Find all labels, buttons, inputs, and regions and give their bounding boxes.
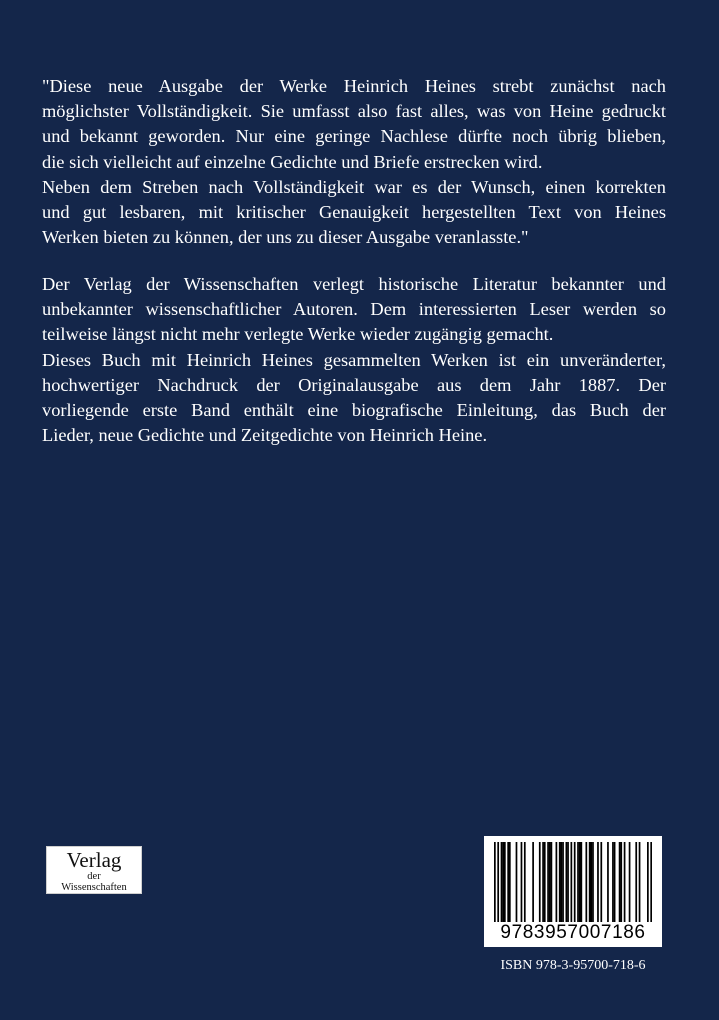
barcode-bar [561, 842, 563, 922]
barcode-bar [566, 842, 568, 922]
barcode-bar [650, 842, 652, 922]
text-line: vorliegende erste Band enthält eine biografische Einleitung, das Buch der [42, 400, 666, 421]
barcode-bar [635, 842, 637, 922]
barcode-bar [580, 842, 582, 922]
publisher-logo [46, 846, 142, 894]
barcode-digits: 9783957007186 [500, 922, 646, 943]
text-line: hochwertiger Nachdruck der Originalausgabe aus dem Jahr 1887. Der [42, 374, 666, 395]
barcode-bar [549, 842, 551, 922]
description-paragraph-2 [42, 348, 666, 449]
barcode-bar [521, 842, 523, 922]
barcode-bar [624, 842, 626, 922]
text-line: Dieses Buch mit Heinrich Heines gesammelten Werken ist ein unveränderter, [42, 349, 666, 370]
barcode-bar [585, 842, 587, 922]
barcode-bar [597, 842, 599, 922]
barcode-bar [501, 842, 503, 922]
barcode-bar [647, 842, 649, 922]
barcode-bars [494, 842, 652, 922]
barcode-bar [600, 842, 602, 922]
logo-line-wissenschaften: Wissenschaften [61, 882, 127, 893]
quote-paragraph-1 [42, 74, 666, 175]
barcode-bar [507, 842, 509, 922]
barcode-bar [559, 842, 561, 922]
barcode-bar [629, 842, 631, 922]
barcode-bar [494, 842, 496, 922]
barcode-bar [516, 842, 518, 922]
barcode-bar [544, 842, 546, 922]
barcode-bar [547, 842, 549, 922]
barcode-bar [590, 842, 592, 922]
barcode [484, 836, 662, 947]
text-line: Neben dem Streben nach Vollständigkeit war es der Wunsch, einen korrekten [42, 176, 666, 197]
barcode-bar [571, 842, 573, 922]
barcode-bar [524, 842, 526, 922]
description-block [42, 272, 666, 448]
text-line: Lieder, neue Gedichte und Zeitgedichte von Heinrich Heine. [42, 425, 488, 446]
barcode-bar [504, 842, 506, 922]
barcode-bar [551, 842, 553, 922]
quote-paragraph-2 [42, 175, 666, 251]
barcode-bar [620, 842, 622, 922]
barcode-bar [562, 842, 564, 922]
logo-line-der: der [87, 871, 101, 882]
text-line: die sich vielleicht auf einzelne Gedichte und Briefe erstrecken wird. [42, 151, 543, 172]
barcode-bar [579, 842, 581, 922]
barcode-bar [509, 842, 511, 922]
logo-line-verlag: Verlag [66, 848, 122, 872]
barcode-bar [574, 842, 576, 922]
text-line: und bekannt geworden. Nur eine geringe Nachlese dürfte noch übrig blieben, [42, 126, 666, 147]
barcode-bar [619, 842, 621, 922]
quote-block [42, 74, 666, 250]
text-line: "Diese neue Ausgabe der Werke Heinrich Heines strebt zunächst nach [42, 76, 666, 96]
barcode-bar [577, 842, 579, 922]
barcode-bar [614, 842, 616, 922]
text-line: teilweise längst nicht mehr verlegte Werke wieder zugängig gemacht. [42, 324, 554, 345]
barcode-bar [567, 842, 569, 922]
text-line: Werken bieten zu können, der uns zu dieser Ausgabe veranlasste." [42, 227, 529, 248]
barcode-bar [639, 842, 641, 922]
barcode-bar [607, 842, 609, 922]
description-paragraph-1 [42, 272, 666, 348]
barcode-bar [542, 842, 544, 922]
isbn-label: ISBN 978-3-95700-718-6 [500, 958, 646, 973]
barcode-bar [502, 842, 504, 922]
text-line: Der Verlag der Wissenschaften verlegt historische Literatur bekannter und [42, 274, 666, 294]
barcode-bar [539, 842, 541, 922]
text-line: unbekannter wissenschaftlicher Autoren. Dem interessierten Leser werden so [42, 299, 666, 320]
barcode-bar [589, 842, 591, 922]
barcode-bar [497, 842, 499, 922]
barcode-bar [556, 842, 558, 922]
text-line: und gut lesbaren, mit kritischer Genauigkeit hergestellten Text von Heines [42, 202, 666, 223]
barcode-bar [612, 842, 614, 922]
barcode-bar [592, 842, 594, 922]
text-line: möglichster Vollständigkeit. Sie umfasst also fast alles, was von Heine gedruckt [42, 101, 666, 122]
barcode-bar [532, 842, 534, 922]
